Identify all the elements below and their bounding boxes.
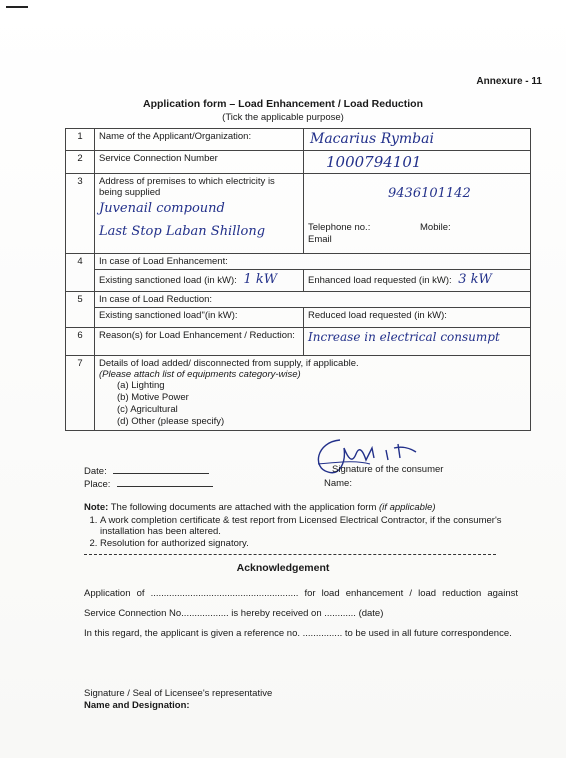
mobile-label: Mobile: (420, 222, 451, 233)
note-item: 1. A work completion certificate & test report from Licensed Electrical Contractor, if the consumer's installation has been altered. (100, 515, 534, 537)
row-number: 3 (66, 174, 95, 254)
note-item: 2. Resolution for authorized signatory. (100, 538, 534, 549)
enhanced-load-field[interactable] (304, 270, 531, 292)
note-list (100, 515, 534, 549)
address-field[interactable] (95, 174, 304, 254)
place-line (117, 486, 213, 487)
date-field[interactable] (84, 466, 209, 477)
note-text: The following documents are attached with the application form (110, 502, 377, 513)
row-load-details (66, 356, 531, 431)
row-hint: (Please attach list of equipments category-wise) (99, 369, 301, 380)
row-load-enhancement-header (66, 254, 531, 270)
existing-load-label: Existing sanctioned load (in kW): (99, 275, 237, 286)
equipment-lighting: (a) Lighting (117, 380, 165, 391)
enhanced-load-value: 3 kW (458, 272, 492, 287)
row-load-enhancement (66, 270, 531, 292)
enhanced-load-label: Enhanced load requested (in kW): (308, 275, 452, 286)
row-label: Details of load added/ disconnected from supply, if applicable. (99, 358, 359, 369)
contact-field[interactable] (304, 174, 531, 254)
row-number: 1 (66, 129, 95, 151)
row-load-reduction-header (66, 292, 531, 308)
row-label: Address of premises to which electricity is being supplied (99, 176, 275, 198)
existing-load-reduction-field[interactable]: Existing sanctioned load"(in kW): (95, 308, 304, 328)
row-label: Service Connection Number (95, 151, 304, 174)
equipment-agricultural: (c) Agricultural (117, 404, 178, 415)
row-load-reduction (66, 308, 531, 328)
reduced-load-field[interactable]: Reduced load requested (in kW): (304, 308, 531, 328)
row-label: Name of the Applicant/Organization: (95, 129, 304, 151)
consumer-name-label: Name: (324, 478, 352, 489)
note-hint: (if applicable) (379, 502, 436, 513)
note-prefix: Note: (84, 502, 109, 513)
place-label: Place: (84, 479, 111, 490)
equipment-list (117, 380, 526, 428)
licensee-signature-label: Signature / Seal of Licensee's representative (84, 688, 273, 699)
address-line-1: Juvenail compound (99, 201, 225, 216)
equipment-other: (d) Other (please specify) (117, 416, 225, 427)
ack-paragraph-2: In this regard, the applicant is given a reference no. ............... to be used in all future correspondence. (84, 627, 512, 639)
row-label: Reason(s) for Load Enhancement / Reduction: (95, 328, 304, 356)
row-reason (66, 328, 531, 356)
row-number: 2 (66, 151, 95, 174)
reason-value: Increase in electrical consumpt (308, 330, 500, 344)
reason-field[interactable] (304, 328, 531, 356)
applicant-name-field[interactable] (304, 129, 531, 151)
acknowledgement-body (84, 584, 518, 644)
row-label: In case of Load Enhancement: (95, 254, 531, 270)
row-label: In case of Load Reduction: (95, 292, 531, 308)
service-connection-value: 1000794101 (326, 153, 422, 171)
form-title: Application form – Load Enhancement / Load Reduction (142, 98, 424, 110)
corner-mark (6, 6, 28, 8)
note-section (84, 502, 534, 550)
existing-load-field[interactable] (95, 270, 304, 292)
row-number: 7 (66, 356, 95, 431)
email-label: Email (308, 234, 332, 245)
row-number: 6 (66, 328, 95, 356)
row-applicant-name (66, 129, 531, 151)
row-number: 5 (66, 292, 95, 328)
divider (84, 554, 496, 555)
place-field[interactable] (84, 479, 213, 490)
ack-paragraph-1: Application of ........................................................ for load enhancement / load reduction against Service Connection No.................. is hereby received on ............ (date) (84, 588, 518, 619)
consumer-signature-label: Signature of the consumer (332, 464, 444, 475)
telephone-label: Telephone no.: (308, 222, 371, 233)
acknowledgement-title: Acknowledgement (236, 562, 330, 574)
date-line (113, 473, 209, 474)
load-details-field[interactable] (95, 356, 531, 431)
applicant-name-value: Macarius Rymbai (310, 131, 434, 147)
service-connection-field[interactable] (304, 151, 531, 174)
row-service-connection (66, 151, 531, 174)
date-label: Date: (84, 466, 107, 477)
existing-load-value: 1 kW (243, 272, 278, 287)
annexure-label: Annexure - 11 (476, 76, 542, 87)
row-address (66, 174, 531, 254)
application-table (65, 128, 531, 431)
address-line-2: Last Stop Laban Shillong (99, 224, 266, 239)
form-subtitle: (Tick the applicable purpose) (222, 112, 344, 123)
licensee-name-label: Name and Designation: (84, 700, 190, 711)
row-number: 4 (66, 254, 95, 292)
mobile-value: 9436101142 (388, 186, 471, 201)
equipment-motive-power: (b) Motive Power (117, 392, 189, 403)
